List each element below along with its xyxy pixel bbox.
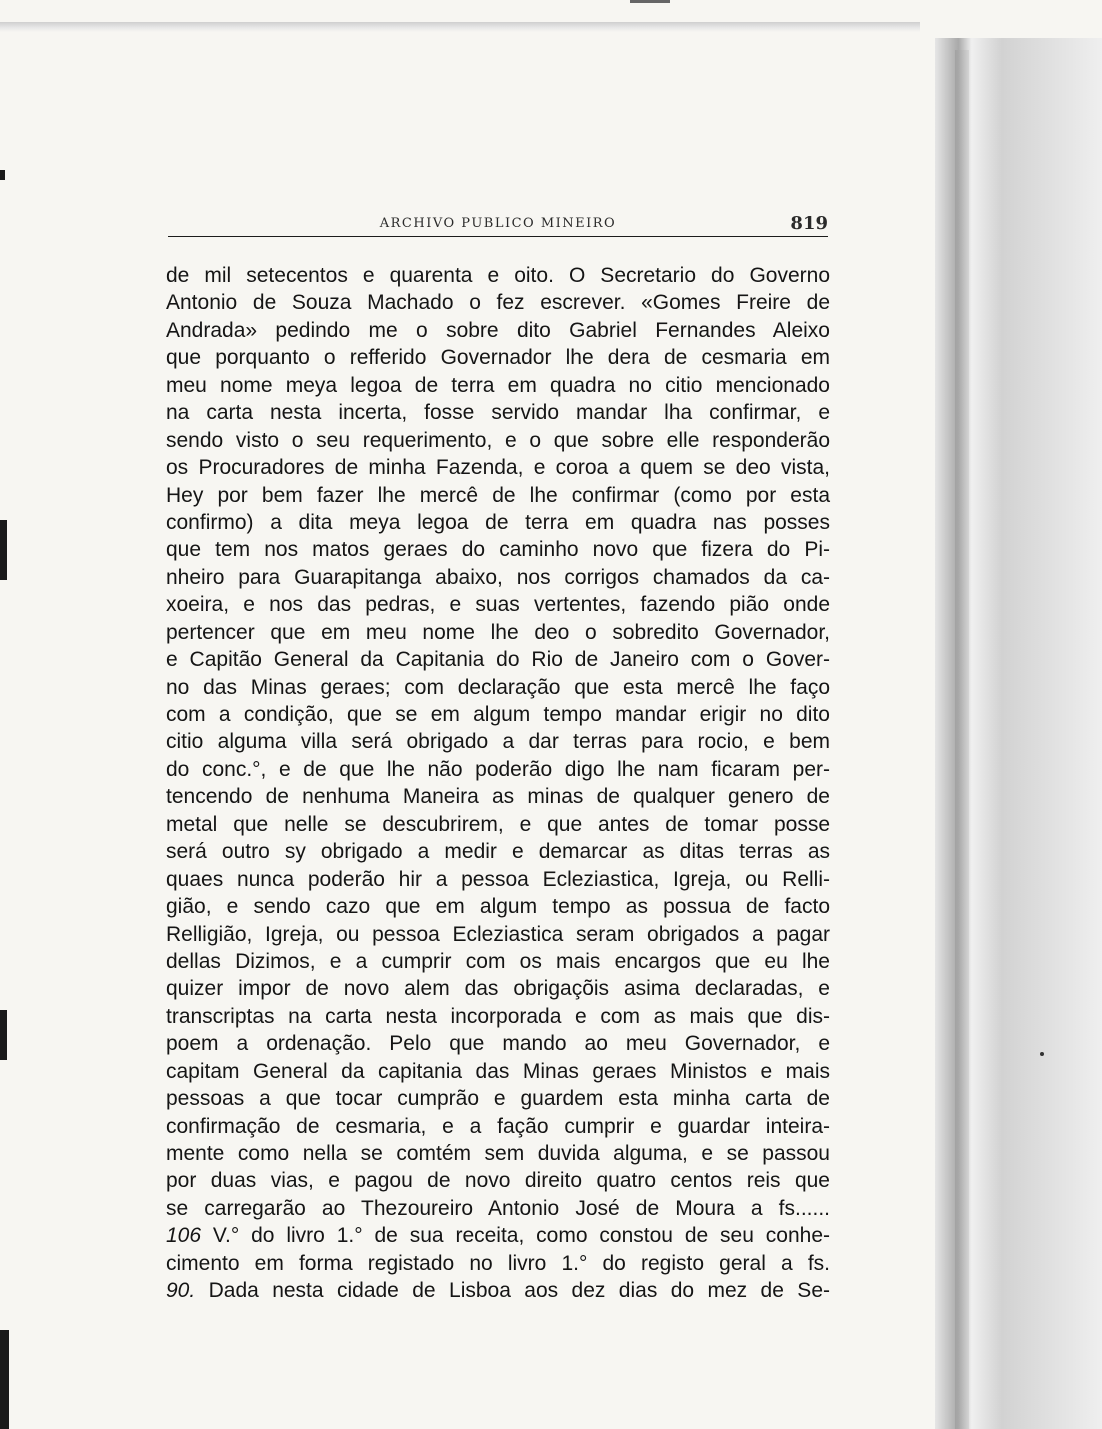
text-line: confirmação de cesmaria, e a fação cumprir e guardar inteira-: [166, 1114, 830, 1138]
body-text: [166, 262, 830, 1305]
text-line: capitam General da capitania das Minas geraes Ministos e mais: [166, 1059, 830, 1083]
text-line: 90. Dada nesta cidade de Lisboa aos dez dias do mez de Se-: [166, 1279, 830, 1303]
text-line: de mil setecentos e quarenta e oito. O Secretario do Governo: [166, 264, 830, 287]
text-line: na carta nesta incerta, fosse servido mandar lha confirmar, e: [166, 401, 830, 425]
folio-number: 106: [166, 1224, 202, 1248]
text-line: Hey por bem fazer lhe mercê de lhe confirmar (como por esta: [166, 483, 830, 507]
text-line: mente como nella se comtém sem duvida alguma, e se passou: [166, 1142, 830, 1165]
text-line: citio alguma villa será obrigado a dar terras para rocio, e bem: [166, 730, 830, 754]
text-line: cimento em forma registado no livro 1.° do registo geral a fs.: [166, 1251, 830, 1275]
text-line: nheiro para Guarapitanga abaixo, nos corrigos chamados da ca-: [166, 565, 830, 589]
text-line: com a condição, que se em algum tempo mandar erigir no dito: [166, 703, 830, 726]
book-binding-shadow: [955, 50, 969, 1429]
text-line: Andrada» pedindo me o sobre dito Gabriel Fernandes Aleixo: [166, 318, 830, 342]
text-line: do conc.°, e de que lhe não poderão digo lhe nam ficaram per-: [166, 757, 830, 781]
text-line: gião, e sendo cazo que em algum tempo as possua de facto: [166, 895, 830, 919]
text-line: pessoas a que tocar cumprão e guardem esta minha carta de: [166, 1087, 830, 1111]
text-line: Relligião, Igreja, ou pessoa Ecleziastica seram obrigados a pagar: [166, 922, 830, 946]
text-line: sendo visto o seu requerimento, e o que sobre elle responderão: [166, 428, 830, 452]
text-line: quaes nunca poderão hir a pessoa Ecleziastica, Igreja, ou Relli-: [166, 867, 830, 891]
text-line: xoeira, e nos das pedras, e suas vertentes, fazendo pião onde: [166, 593, 830, 617]
text-line: será outro sy obrigado a medir e demarcar as ditas terras as: [166, 840, 830, 864]
running-header: [168, 212, 828, 237]
text-line: dellas Dizimos, e a cumprir com os mais encargos que eu lhe: [166, 949, 830, 973]
text-line: no das Minas geraes; com declaração que esta mercê lhe faço: [166, 675, 830, 699]
text-line: poem a ordenação. Pelo que mando ao meu Governador, e: [166, 1032, 830, 1056]
text-line: metal que nelle se descubrirem, e que antes de tomar posse: [166, 812, 830, 836]
text-line: os Procuradores de minha Fazenda, e coroa a quem se deo vista,: [166, 456, 830, 480]
text-line: meu nome meya legoa de terra em quadra no citio mencionado: [166, 373, 830, 397]
running-title: ARCHIVO PUBLICO MINEIRO: [379, 216, 617, 231]
page-number: 819: [790, 213, 828, 234]
text-line: que tem nos matos geraes do caminho novo que fizera do Pi-: [166, 538, 830, 562]
folio-number: 90.: [166, 1279, 196, 1303]
text-line: se carregarão ao Thezoureiro Antonio José de Moura a fs......: [166, 1196, 830, 1220]
text-line: confirmo) a dita meya legoa de terra em quadra nas posses: [166, 510, 830, 534]
text-line: Antonio de Souza Machado o fez escrever. «Gomes Freire de: [166, 291, 830, 315]
text-line: pertencer que em meu nome lhe deo o sobredito Governador,: [166, 620, 830, 644]
text-line: quizer impor de novo alem das obrigaçõis asima declaradas, e: [166, 977, 830, 1001]
text-line: por duas vias, e pagou de novo direito quatro centos reis que: [166, 1169, 830, 1193]
text-line: transcriptas na carta nesta incorporada e com as mais que dis-: [166, 1004, 830, 1028]
text-line: e Capitão General da Capitania do Rio de Janeiro com o Gover-: [166, 648, 830, 672]
scan-artifact-dot: [1040, 1052, 1044, 1056]
text-line: que porquanto o refferido Governador lhe dera de cesmaria em: [166, 346, 830, 370]
text-line: 106 V.° do livro 1.° de sua receita, como constou de seu conhe-: [166, 1224, 830, 1248]
text-line: tencendo de nenhuma Maneira as minas de qualquer genero de: [166, 785, 830, 809]
